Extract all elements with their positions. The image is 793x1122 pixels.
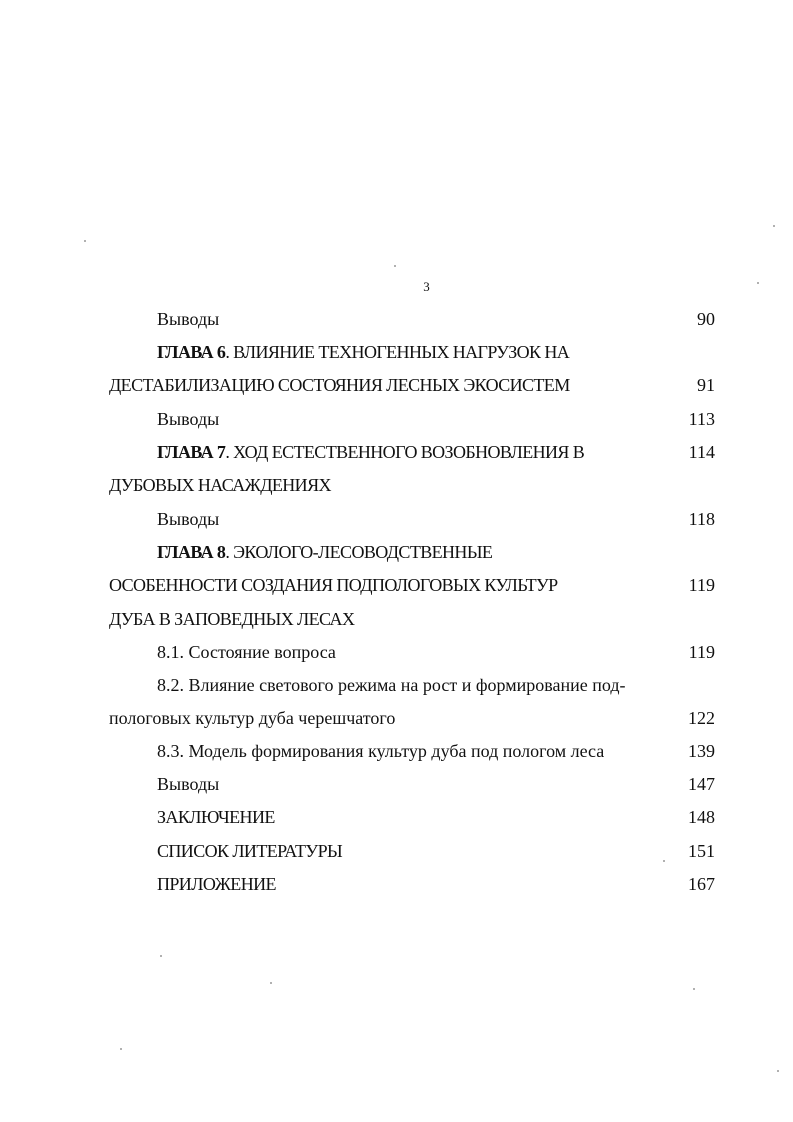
toc-entry-title: 8.1. Состояние вопроса: [157, 642, 336, 662]
toc-entry-page: 118: [688, 509, 715, 529]
toc-entry: [0, 835, 793, 868]
scan-speck: [693, 988, 695, 990]
toc-entry-title: ЗАКЛЮЧЕНИЕ: [157, 807, 275, 827]
toc-entry-title: 8.2. Влияние светового режима на рост и формирование под-: [157, 675, 626, 695]
toc-entry: [0, 303, 793, 336]
toc-entry: [0, 336, 793, 369]
page-number: 3: [423, 279, 430, 294]
toc-entry: [0, 536, 793, 569]
scan-speck: [663, 860, 665, 862]
toc-entry-title: ДЕСТАБИЛИЗАЦИЮ СОСТОЯНИЯ ЛЕСНЫХ ЭКОСИСТЕМ: [109, 375, 570, 395]
toc-entry: [0, 603, 793, 636]
toc-entry: [0, 569, 793, 602]
toc-entry-title: СПИСОК ЛИТЕРАТУРЫ: [157, 841, 343, 861]
toc-entry-page: 113: [688, 409, 715, 429]
toc-entry-page: 90: [697, 309, 715, 329]
toc-entry-page: 147: [688, 774, 715, 794]
toc-entry-title: 8.3. Модель формирования культур дуба под пологом леса: [157, 741, 605, 761]
scan-speck: [160, 955, 162, 957]
toc-entry: [0, 768, 793, 801]
toc-entry-page: 114: [688, 442, 715, 462]
toc-entry-title: Выводы: [157, 774, 220, 794]
toc-entry-title: ОСОБЕННОСТИ СОЗДАНИЯ ПОДПОЛОГОВЫХ КУЛЬТУР: [109, 575, 558, 595]
toc-entry-title: . ЭКОЛОГО-ЛЕСОВОДСТВЕННЫЕ: [225, 542, 493, 562]
toc-entry: [0, 636, 793, 669]
toc-entry-page: 122: [688, 708, 715, 728]
toc-entry: [0, 469, 793, 502]
toc-entry: [0, 436, 793, 469]
toc-entry-title: Выводы: [157, 309, 220, 329]
scan-speck: [777, 1070, 779, 1072]
toc-entry-page: 148: [688, 807, 715, 827]
toc-entry-title: ДУБОВЫХ НАСАЖДЕНИЯХ: [109, 475, 331, 495]
toc-entry: [0, 403, 793, 436]
toc-entry: [0, 369, 793, 402]
toc-entry-page: 91: [697, 375, 715, 395]
scan-speck: [120, 1048, 122, 1050]
toc-entry-title: ДУБА В ЗАПОВЕДНЫХ ЛЕСАХ: [109, 609, 355, 629]
scan-speck: [270, 982, 272, 984]
chapter-label: ГЛАВА 6: [157, 342, 226, 362]
toc-entry: [0, 669, 793, 702]
scan-speck: [84, 240, 86, 242]
toc-entry: [0, 735, 793, 768]
chapter-label: ГЛАВА 8: [157, 542, 226, 562]
toc-entry: [0, 702, 793, 735]
scan-speck: [394, 265, 396, 267]
toc-entry-page: 151: [688, 841, 715, 861]
toc-entry-page: 167: [688, 874, 715, 894]
toc-entry-title: . ХОД ЕСТЕСТВЕННОГО ВОЗОБНОВЛЕНИЯ В: [225, 442, 585, 462]
toc-entry: [0, 503, 793, 536]
scan-speck: [773, 225, 775, 227]
toc-entry-page: 119: [688, 642, 715, 662]
toc-entry-title: Выводы: [157, 509, 220, 529]
toc-entry-title: Выводы: [157, 409, 220, 429]
toc-entry: [0, 868, 793, 901]
toc-entry-title: . ВЛИЯНИЕ ТЕХНОГЕННЫХ НАГРУЗОК НА: [225, 342, 570, 362]
chapter-label: ГЛАВА 7: [157, 442, 226, 462]
scan-speck: [757, 282, 759, 284]
toc-entry-title: пологовых культур дуба черешчатого: [109, 708, 396, 728]
toc-entry: [0, 801, 793, 834]
toc-entry-page: 119: [688, 575, 715, 595]
toc-entry-page: 139: [688, 741, 715, 761]
toc-entry-title: ПРИЛОЖЕНИЕ: [157, 874, 276, 894]
